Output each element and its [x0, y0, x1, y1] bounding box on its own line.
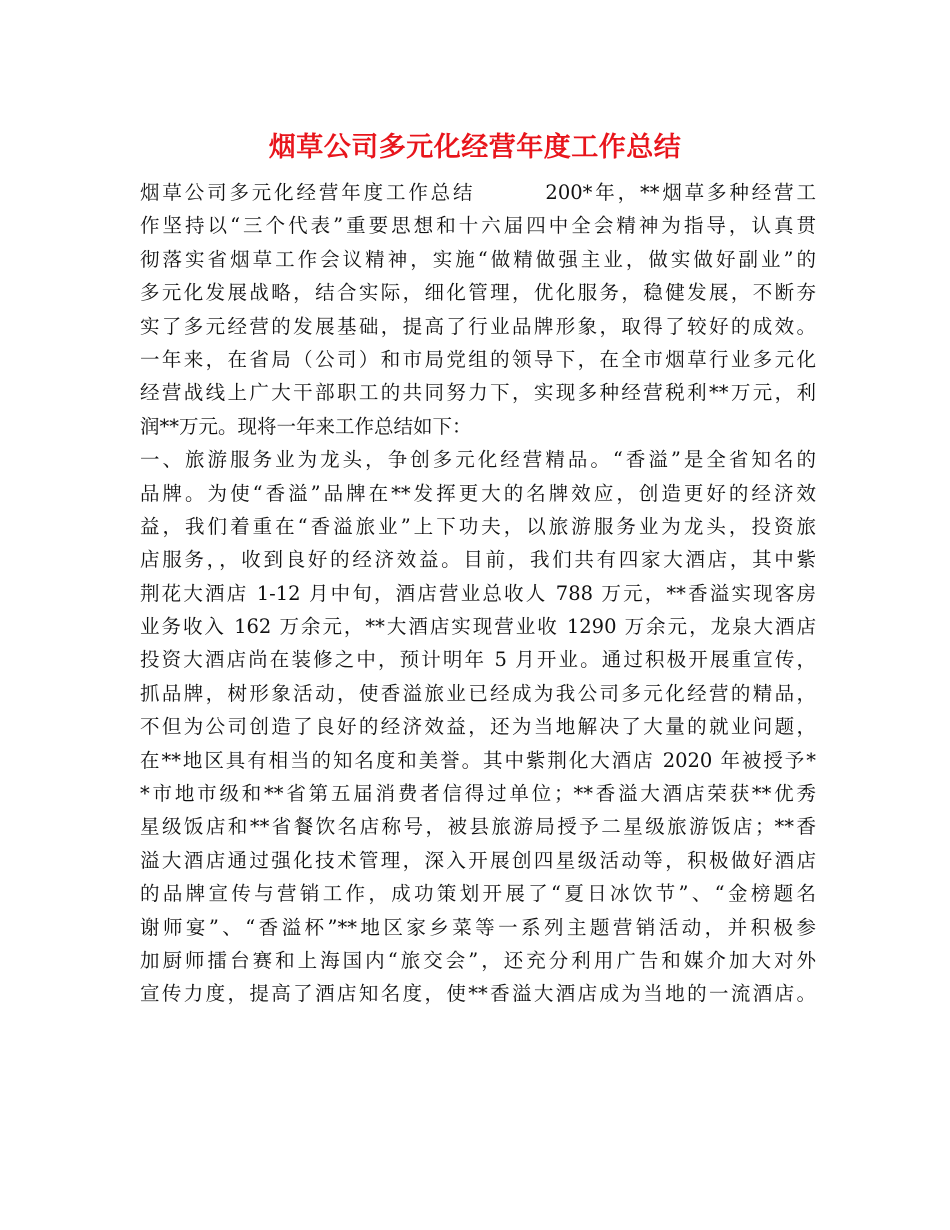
body-line-1: [140, 176, 816, 209]
body-line: 润**万元。现将一年来工作总结如下：: [140, 414, 472, 438]
body-line: 宣传力度，提高了酒店知名度，使**香溢大酒店成为当地的一流酒店。: [140, 982, 816, 1006]
body-line: 的品牌宣传与营销工作，成功策划开展了“夏日冰饮节”、“金榜题名: [140, 882, 816, 906]
document-title: 烟草公司多元化经营年度工作总结: [268, 132, 682, 163]
body-line: 谢师宴”、“香溢杯”**地区家乡菜等一系列主题营销活动，并积极参: [140, 915, 816, 939]
body-line: 在**地区具有相当的知名度和美誉。其中紫荆化大酒店 2020 年被授予*: [140, 748, 816, 772]
body-line: 一、旅游服务业为龙头，争创多元化经营精品。“香溢”是全省知名的: [140, 448, 816, 472]
body-line: *市地市级和**省第五届消费者信得过单位；**香溢大酒店荣获**优秀: [140, 782, 816, 806]
body-line: 多元化发展战略，结合实际，细化管理，优化服务，稳健发展，不断夯: [140, 281, 816, 305]
body-line: 实了多元经营的发展基础，提高了行业品牌形象，取得了较好的成效。: [140, 314, 816, 338]
body-line-1-right: 200*年，**烟草多种经营工: [545, 181, 816, 204]
body-line: 不但为公司创造了良好的经济效益，还为当地解决了大量的就业问题，: [140, 715, 816, 739]
body-line: 星级饭店和**省餐饮名店称号，被县旅游局授予二星级旅游饭店；**香: [140, 815, 816, 839]
body-line: 彻落实省烟草工作会议精神，实施“做精做强主业，做实做好副业”的: [140, 247, 816, 271]
body-line: 投资大酒店尚在装修之中，预计明年 5 月开业。通过积极开展重宣传，: [140, 648, 816, 672]
body-line: 经营战线上广大干部职工的共同努力下，实现多种经营税利**万元，利: [140, 381, 816, 405]
body-line: 益，我们着重在“香溢旅业”上下功夫，以旅游服务业为龙头，投资旅: [140, 514, 816, 538]
body-line: 品牌。为使“香溢”品牌在**发挥更大的名牌效应，创造更好的经济效: [140, 481, 816, 505]
body-line: 加厨师擂台赛和上海国内“旅交会”，还充分利用广告和媒介加大对外: [140, 948, 816, 972]
body-line: 业务收入 162 万余元，**大酒店实现营业收 1290 万余元，龙泉大酒店: [140, 615, 816, 639]
body-line-1-left: 烟草公司多元化经营年度工作总结: [140, 181, 476, 204]
body-line: 店服务，，收到良好的经济效益。目前，我们共有四家大酒店，其中紫: [140, 548, 816, 572]
document-body: [140, 176, 816, 1011]
body-line: 荆花大酒店 1-12 月中旬，酒店营业总收人 788 万元，**香溢实现客房: [140, 581, 816, 605]
body-line: 一年来，在省局（公司）和市局党组的领导下，在全市烟草行业多元化: [140, 347, 816, 371]
body-line: 作坚持以“三个代表”重要思想和十六届四中全会精神为指导，认真贯: [140, 214, 816, 238]
body-line: 抓品牌，树形象活动，使香溢旅业已经成为我公司多元化经营的精品，: [140, 681, 816, 705]
body-line: 溢大酒店通过强化技术管理，深入开展创四星级活动等，积极做好酒店: [140, 848, 816, 872]
